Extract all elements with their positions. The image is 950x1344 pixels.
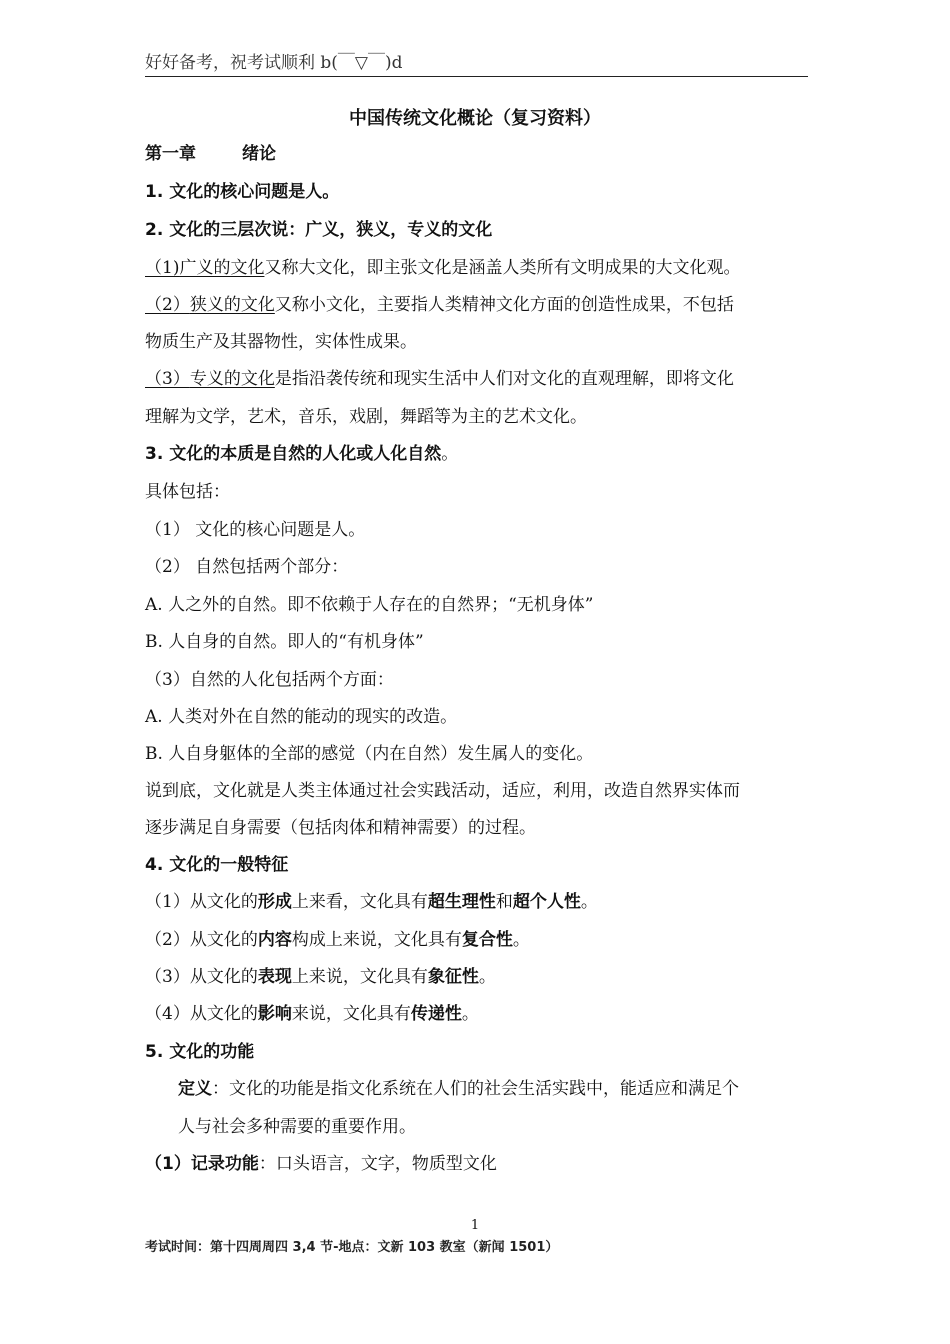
- term-prefix: （3）: [145, 369, 190, 389]
- section-3-item-2b: B. 人自身的自然。即人的“有机身体”: [145, 632, 424, 652]
- page-header: 好好备考，祝考试顺利 b(￣▽￣)d: [145, 52, 808, 77]
- term-narrow: 狭义的文化: [189, 295, 275, 315]
- feature-item-1: [145, 890, 598, 914]
- keyword: 内容: [257, 930, 292, 950]
- text: （3）从文化的: [145, 967, 258, 987]
- feature-item-3: [145, 965, 496, 989]
- paragraph-special-culture: [145, 367, 734, 391]
- section-3-summary-cont: 逐步满足自身需要（包括肉体和精神需要）的过程。: [145, 818, 536, 838]
- section-5-heading: 5. 文化的功能: [145, 1042, 255, 1062]
- chapter-name: 绪论: [242, 144, 276, 164]
- keyword: 形成: [257, 892, 292, 912]
- section-3-heading: [145, 442, 458, 466]
- feature-item-4: [145, 1002, 479, 1026]
- text: 。: [512, 930, 530, 950]
- keyword: 影响: [257, 1004, 292, 1024]
- term-prefix: （1): [145, 258, 180, 278]
- function-text: ：口头语言，文字，物质型文化: [258, 1154, 497, 1174]
- paragraph-narrow-culture: [145, 293, 734, 317]
- page-footer: 考试时间：第十四周周四 3,4 节-地点：文新 103 教室（新闻 1501）: [145, 1240, 559, 1255]
- definition-line: [178, 1077, 739, 1101]
- function-label: （1）记录功能: [145, 1154, 259, 1174]
- page-number: 1: [470, 1218, 480, 1233]
- term-broad: 广义的文化: [179, 258, 265, 278]
- text: 和: [495, 892, 513, 912]
- keyword: 复合性: [461, 930, 513, 950]
- text: 构成上来说，文化具有: [291, 930, 462, 950]
- text: 上来说，文化具有: [291, 967, 428, 987]
- definition-cont: 人与社会多种需要的重要作用。: [178, 1117, 416, 1137]
- section-3-item-2a: A. 人之外的自然。即不依赖于人存在的自然界；“无机身体”: [145, 595, 594, 615]
- paragraph-special-culture-cont: 理解为文学，艺术，音乐，戏剧，舞蹈等为主的艺术文化。: [145, 407, 587, 427]
- paragraph-text: 又称小文化，主要指人类精神文化方面的创造性成果，不包括: [274, 295, 734, 315]
- document-title: 中国传统文化概论（复习资料）: [349, 108, 601, 129]
- section-3-item-3a: A. 人类对外在自然的能动的现实的改造。: [145, 707, 458, 727]
- definition-label: 定义: [178, 1079, 212, 1099]
- text: （4）从文化的: [145, 1004, 258, 1024]
- text: 。: [580, 892, 598, 912]
- text: （1）从文化的: [145, 892, 258, 912]
- section-3-tail: 。: [441, 444, 459, 464]
- text: 上来看，文化具有: [291, 892, 428, 912]
- chapter-label: 第一章: [145, 144, 196, 164]
- feature-item-2: [145, 928, 530, 952]
- section-3-summary: 说到底，文化就是人类主体通过社会实践活动，适应，利用，改造自然界实体而: [145, 781, 740, 801]
- paragraph-broad-culture: [145, 256, 740, 280]
- text: 来说，文化具有: [291, 1004, 411, 1024]
- paragraph-narrow-culture-cont: 物质生产及其器物性，实体性成果。: [145, 332, 417, 352]
- section-3-item-3b: B. 人自身躯体的全部的感觉（内在自然）发生属人的变化。: [145, 744, 594, 764]
- section-3-intro: 具体包括：: [145, 482, 230, 502]
- keyword: 超生理性: [427, 892, 496, 912]
- keyword: 超个人性: [512, 892, 581, 912]
- function-item-1: [145, 1152, 497, 1176]
- paragraph-text: 又称大文化，即主张文化是涵盖人类所有文明成果的大文化观。: [264, 258, 741, 278]
- text: 。: [478, 967, 496, 987]
- section-3-bold: 3. 文化的本质是自然的人化或人化自然: [145, 444, 442, 464]
- term-special: 专义的文化: [189, 369, 275, 389]
- keyword: 表现: [257, 967, 292, 987]
- section-3-item-3: （3）自然的人化包括两个方面：: [145, 670, 394, 690]
- section-4-heading: 4. 文化的一般特征: [145, 855, 289, 875]
- section-3-item-2: （2） 自然包括两个部分：: [145, 557, 349, 577]
- chapter-heading: [145, 142, 276, 166]
- section-1-heading: 1. 文化的核心问题是人。: [145, 182, 340, 202]
- paragraph-text: 是指沿袭传统和现实生活中人们对文化的直观理解，即将文化: [274, 369, 734, 389]
- text: （2）从文化的: [145, 930, 258, 950]
- text: 。: [461, 1004, 479, 1024]
- definition-text: ：文化的功能是指文化系统在人们的社会生活实践中，能适应和满足个: [212, 1079, 739, 1099]
- section-3-item-1: （1） 文化的核心问题是人。: [145, 520, 366, 540]
- keyword: 象征性: [427, 967, 479, 987]
- term-prefix: （2）: [145, 295, 190, 315]
- section-2-heading: 2. 文化的三层次说：广义，狭义，专义的文化: [145, 220, 493, 240]
- keyword: 传递性: [410, 1004, 462, 1024]
